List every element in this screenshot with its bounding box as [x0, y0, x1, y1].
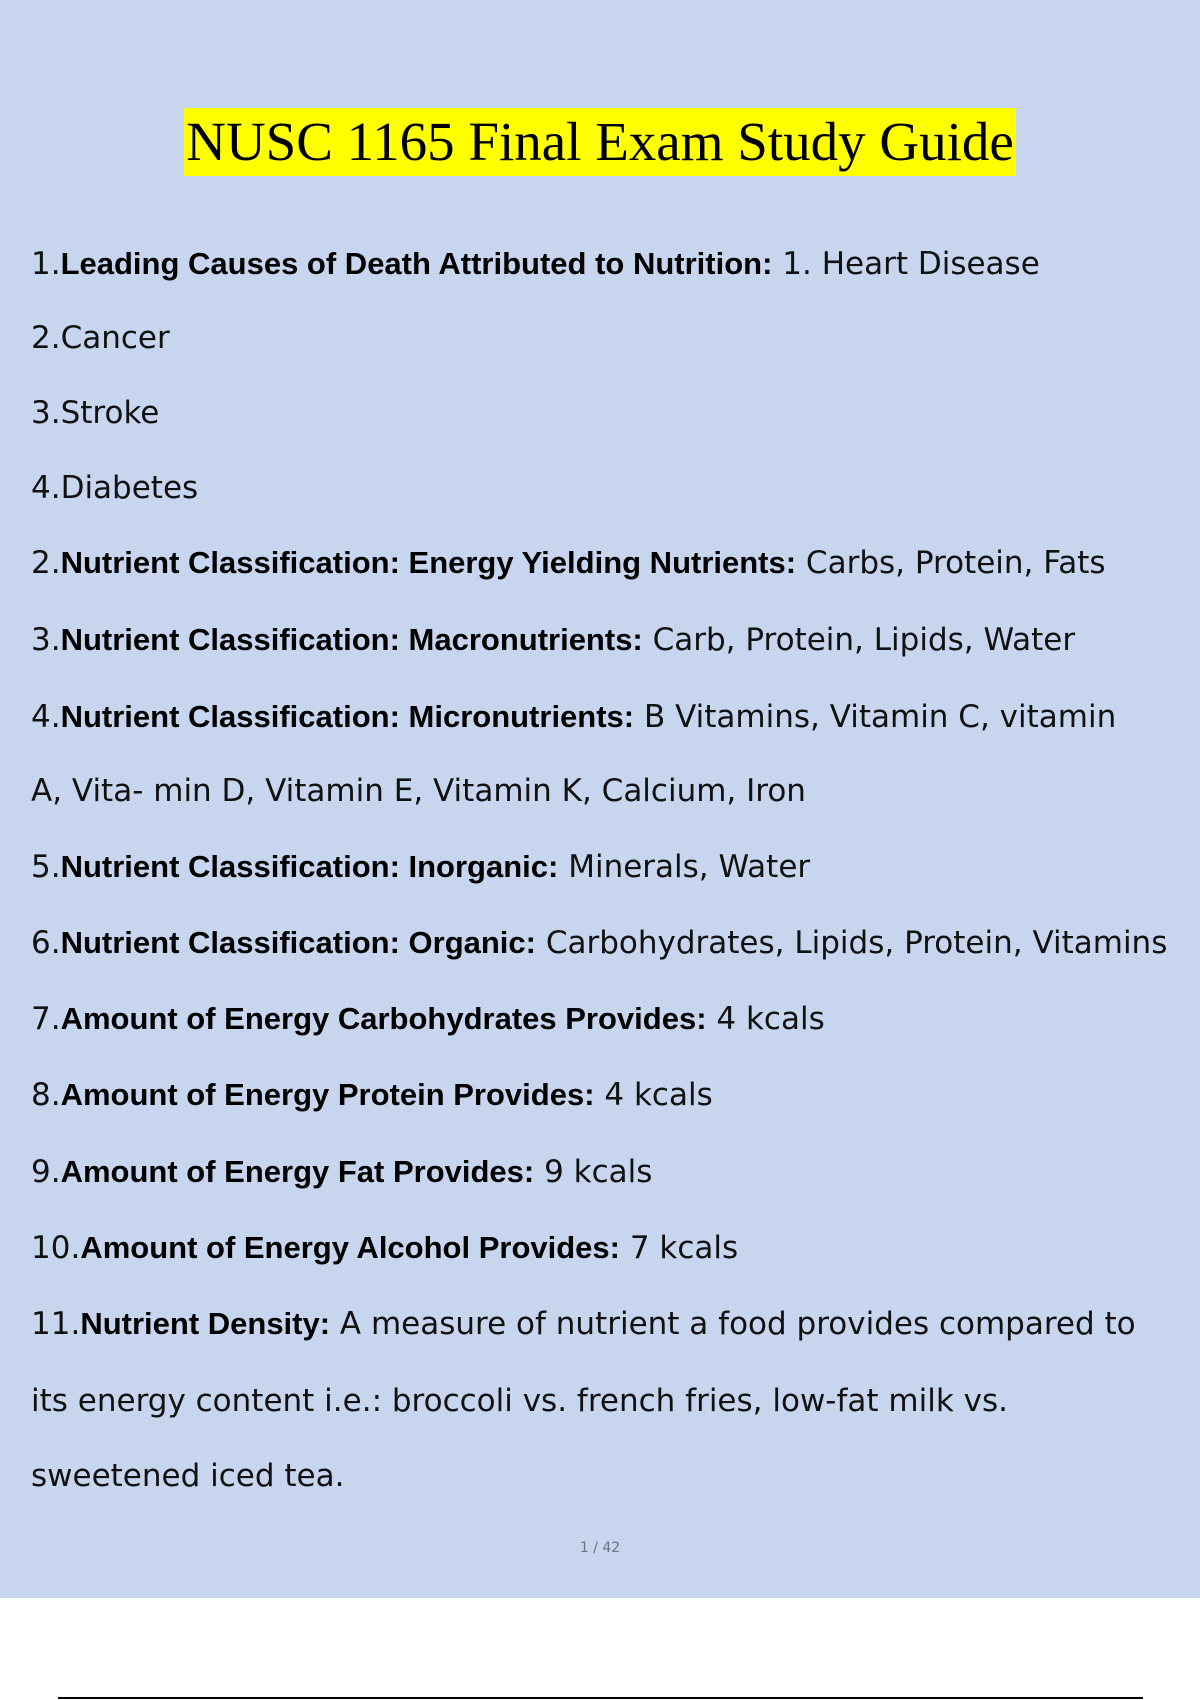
- list-item: [31, 543, 1200, 583]
- item-number: 6.: [31, 925, 61, 961]
- item-text: Minerals, Water: [558, 849, 811, 885]
- item-text: Stroke: [60, 395, 160, 431]
- list-item: [31, 1228, 1200, 1268]
- item-label: Amount of Energy Fat Provides:: [60, 1154, 535, 1189]
- item-number: 2.: [31, 545, 61, 581]
- item-number: 11.: [31, 1306, 81, 1342]
- item-text: B Vitamins, Vitamin C, vitamin: [634, 699, 1117, 735]
- item-text: sweetened iced tea.: [31, 1458, 345, 1494]
- item-label: Nutrient Classification: Energy Yielding Nutrients:: [60, 545, 797, 580]
- item-number: 4.: [31, 699, 61, 735]
- item-text: 1. Heart Disease: [772, 246, 1040, 282]
- list-item: [31, 1152, 1200, 1192]
- item-number: 3.: [31, 395, 61, 431]
- document-title: NUSC 1165 Final Exam Study Guide: [184, 108, 1016, 176]
- list-item: [31, 393, 1200, 433]
- item-number: 5.: [31, 849, 61, 885]
- item-text: Diabetes: [60, 470, 199, 506]
- item-label: Nutrient Classification: Micronutrients:: [60, 699, 635, 734]
- list-item: [31, 923, 1200, 963]
- item-text: its energy content i.e.: broccoli vs. french fries, low-fat milk vs.: [31, 1383, 1008, 1419]
- item-number: 2.: [31, 320, 61, 356]
- page-indicator: 1 / 42: [579, 1540, 621, 1556]
- item-label: Nutrient Density:: [80, 1306, 331, 1341]
- item-text: A measure of nutrient a food provides compared to: [330, 1306, 1136, 1342]
- list-item: [31, 244, 1200, 284]
- item-label: Nutrient Classification: Inorganic:: [60, 849, 559, 884]
- list-item: [31, 468, 1200, 508]
- item-label: Leading Causes of Death Attributed to Nutrition:: [60, 246, 773, 281]
- item-label: Amount of Energy Protein Provides:: [60, 1077, 595, 1112]
- title-container: [0, 108, 1200, 176]
- item-text: Carb, Protein, Lipids, Water: [642, 622, 1076, 658]
- item-text: Carbohydrates, Lipids, Protein, Vitamins: [535, 925, 1168, 961]
- list-item-continuation: [31, 1456, 1200, 1496]
- item-label: Nutrient Classification: Macronutrients:: [60, 622, 643, 657]
- item-text: 9 kcals: [534, 1154, 653, 1190]
- list-item: [31, 697, 1200, 737]
- list-item-continuation: [31, 1381, 1200, 1421]
- list-item: [31, 318, 1200, 358]
- item-text: 4 kcals: [594, 1077, 713, 1113]
- footer-divider: [58, 1697, 1143, 1699]
- item-number: 8.: [31, 1077, 61, 1113]
- item-number: 1.: [31, 246, 61, 282]
- item-text: 4 kcals: [706, 1001, 825, 1037]
- item-number: 4.: [31, 470, 61, 506]
- item-label: Amount of Energy Carbohydrates Provides:: [60, 1001, 707, 1036]
- list-item: [31, 1304, 1200, 1344]
- item-number: 7.: [31, 1001, 61, 1037]
- item-text: A, Vita- min D, Vitamin E, Vitamin K, Calcium, Iron: [31, 773, 806, 809]
- list-item: [31, 1075, 1200, 1115]
- item-text: Carbs, Protein, Fats: [796, 545, 1106, 581]
- item-text: 7 kcals: [619, 1230, 739, 1266]
- list-item: [31, 620, 1200, 660]
- list-item: [31, 999, 1200, 1039]
- item-label: Amount of Energy Alcohol Provides:: [80, 1230, 620, 1265]
- list-item: [31, 847, 1200, 887]
- item-number: 10.: [31, 1230, 81, 1266]
- item-number: 3.: [31, 622, 61, 658]
- item-text: Cancer: [60, 320, 170, 356]
- item-number: 9.: [31, 1154, 61, 1190]
- item-label: Nutrient Classification: Organic:: [60, 925, 536, 960]
- list-item-continuation: [31, 771, 1200, 811]
